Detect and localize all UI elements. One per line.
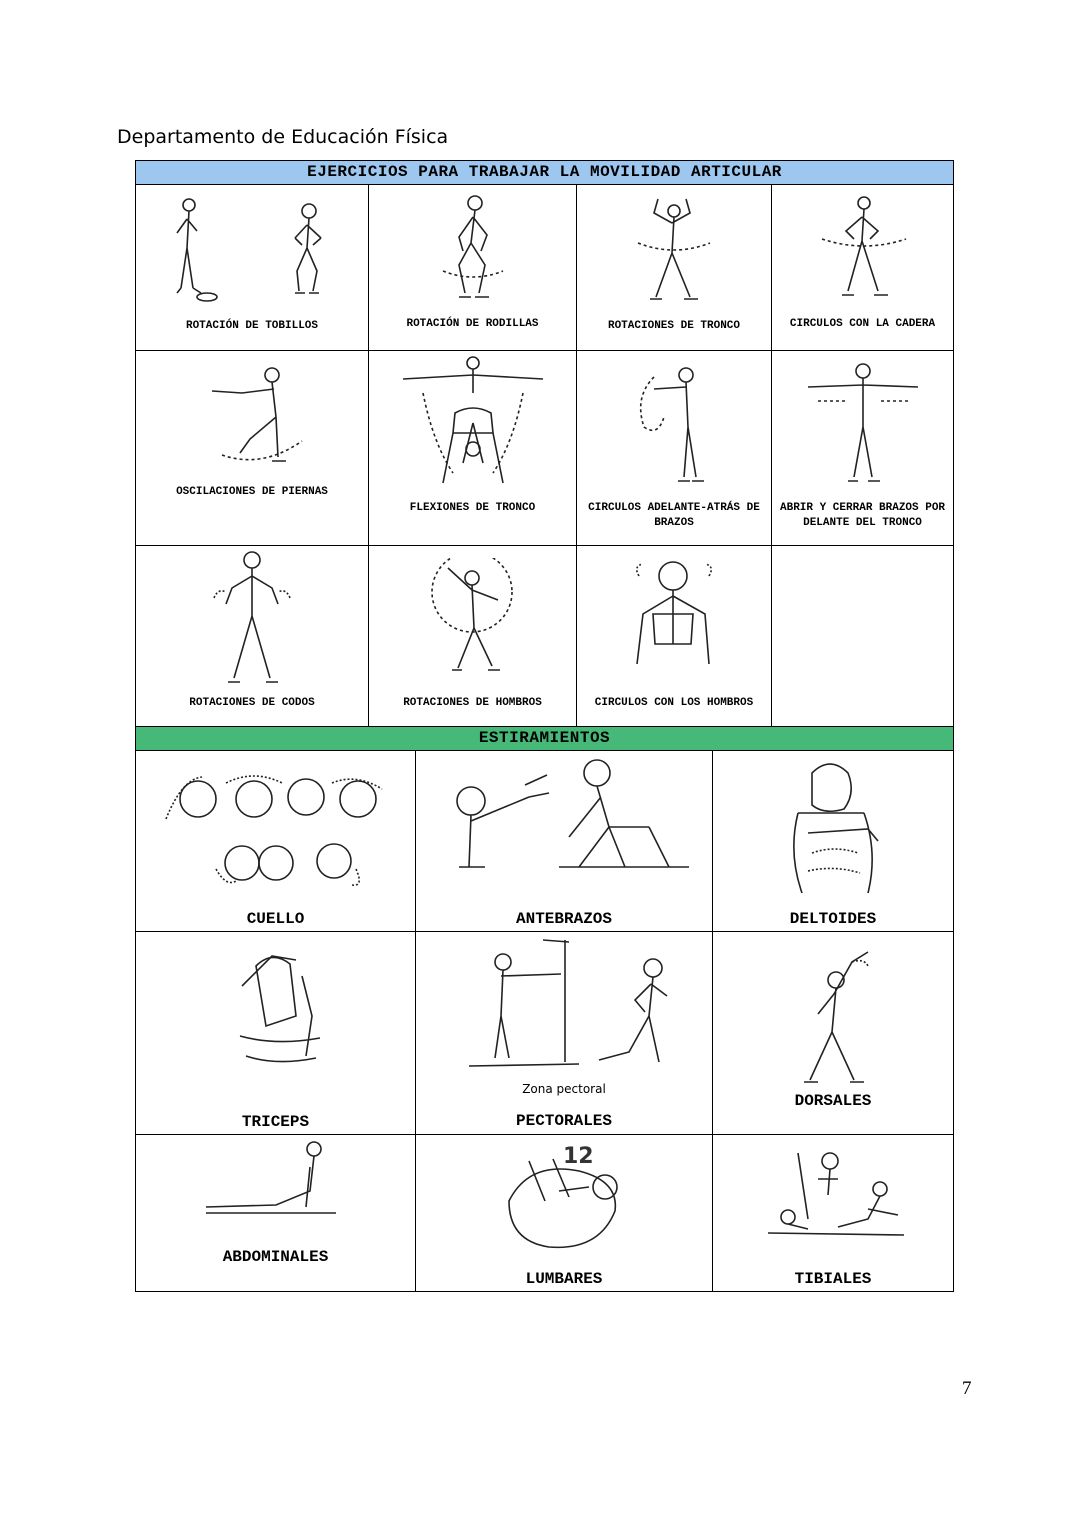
tibial-stretch-illustration [758, 1149, 908, 1249]
stretch-label: ABDOMINALES [222, 1248, 329, 1266]
shoulder-circles-illustration [609, 554, 739, 684]
exercise-label: CIRCULOS ADELANTE-ATRÁS DE BRAZOS [588, 502, 760, 529]
stretch-label: DELTOIDES [789, 910, 877, 928]
exercise-cell [136, 546, 369, 727]
exercise-label: CIRCULOS CON LA CADERA [789, 318, 936, 330]
stretch-cell [416, 751, 713, 932]
exercise-label: ABRIR Y CERRAR BRAZOS POR DELANTE DEL TRONCO [780, 502, 946, 529]
dorsal-stretch-illustration [778, 942, 888, 1092]
elbow-rotation-illustration [192, 548, 312, 688]
stretch-label: PECTORALES [515, 1112, 612, 1130]
exercise-cell [577, 546, 772, 727]
shoulder-rotation-illustration [418, 558, 528, 683]
stretching-section-title: ESTIRAMIENTOS [136, 727, 954, 751]
exercise-label: ROTACIÓN DE RODILLAS [406, 318, 539, 330]
open-close-arms-illustration [788, 357, 938, 487]
pectoral-zone-note: Zona pectoral [522, 1082, 606, 1096]
lumbar-figure-number: 12 [563, 1144, 594, 1169]
exercise-label: OSCILACIONES DE PIERNAS [176, 486, 328, 498]
exercise-table [135, 160, 954, 727]
arm-circles-illustration [614, 357, 734, 487]
exercise-cell [136, 185, 369, 351]
trunk-flexion-illustration [383, 353, 563, 493]
stretch-cell [136, 1135, 416, 1292]
exercise-label: FLEXIONES DE TRONCO [409, 502, 536, 514]
stretch-label: TRICEPS [241, 1113, 310, 1131]
knee-rotation-illustration [423, 193, 523, 311]
exercise-label: ROTACIONES DE TRONCO [607, 320, 741, 332]
lumbar-stretch-illustration [489, 1141, 639, 1261]
forearm-stretch-illustration [429, 757, 699, 887]
ankle-rotation-illustration [167, 193, 337, 308]
stretch-label: LUMBARES [525, 1270, 603, 1288]
exercise-label: CIRCULOS CON LOS HOMBROS [594, 697, 754, 709]
stretch-label: ANTEBRAZOS [515, 910, 612, 928]
deltoid-stretch-illustration [768, 753, 898, 903]
stretch-label: DORSALES [794, 1092, 872, 1110]
stretch-cell [713, 751, 954, 932]
department-header: Departamento de Educación Física [117, 126, 449, 148]
stretch-cell [713, 932, 954, 1135]
stretch-cell [416, 1135, 713, 1292]
exercise-cell [369, 546, 577, 727]
triceps-stretch-illustration [216, 946, 336, 1086]
stretch-cell [136, 751, 416, 932]
exercise-cell [772, 185, 954, 351]
exercise-label: ROTACIONES DE HOMBROS [403, 697, 542, 709]
empty-cell [772, 546, 954, 727]
exercise-cell [577, 351, 772, 546]
stretch-label: CUELLO [246, 910, 305, 928]
exercise-cell [369, 185, 577, 351]
pectoral-stretch-illustration [439, 936, 689, 1086]
page-number: 7 [962, 1378, 972, 1399]
abdominal-stretch-illustration [196, 1137, 356, 1233]
mobility-section-title: EJERCICIOS PARA TRABAJAR LA MOVILIDAD ARTICULAR [136, 161, 954, 185]
trunk-rotation-illustration [614, 193, 734, 311]
leg-swing-illustration [182, 361, 322, 471]
exercise-label: ROTACIONES DE CODOS [189, 697, 315, 709]
stretch-cell [713, 1135, 954, 1292]
exercise-cell [136, 351, 369, 546]
neck-stretch-illustration [156, 769, 396, 899]
exercise-label: ROTACIÓN DE TOBILLOS [185, 320, 319, 332]
exercise-cell [577, 185, 772, 351]
stretch-label: TIBIALES [794, 1270, 872, 1288]
exercise-cell [772, 351, 954, 546]
hip-circles-illustration [808, 191, 918, 303]
exercise-cell [369, 351, 577, 546]
stretch-cell [136, 932, 416, 1135]
stretching-table [135, 726, 954, 1292]
stretch-cell [416, 932, 713, 1135]
